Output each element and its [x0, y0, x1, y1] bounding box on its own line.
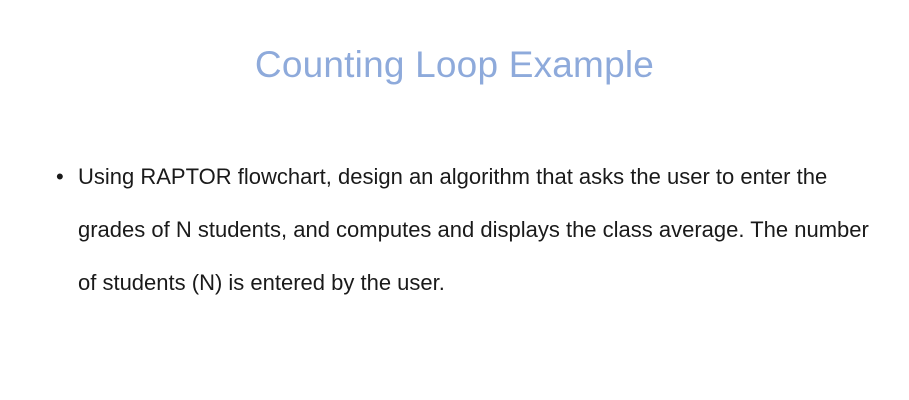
bullet-item	[56, 150, 886, 309]
bullet-marker: •	[56, 164, 64, 189]
bullet-list	[56, 150, 886, 309]
slide-title: Counting Loop Example	[254, 44, 655, 85]
bullet-text: Using RAPTOR flowchart, design an algorithm that asks the user to enter the grades of N students, and computes and displays the class average. The number of students (N) is entered by the user.	[78, 164, 869, 295]
